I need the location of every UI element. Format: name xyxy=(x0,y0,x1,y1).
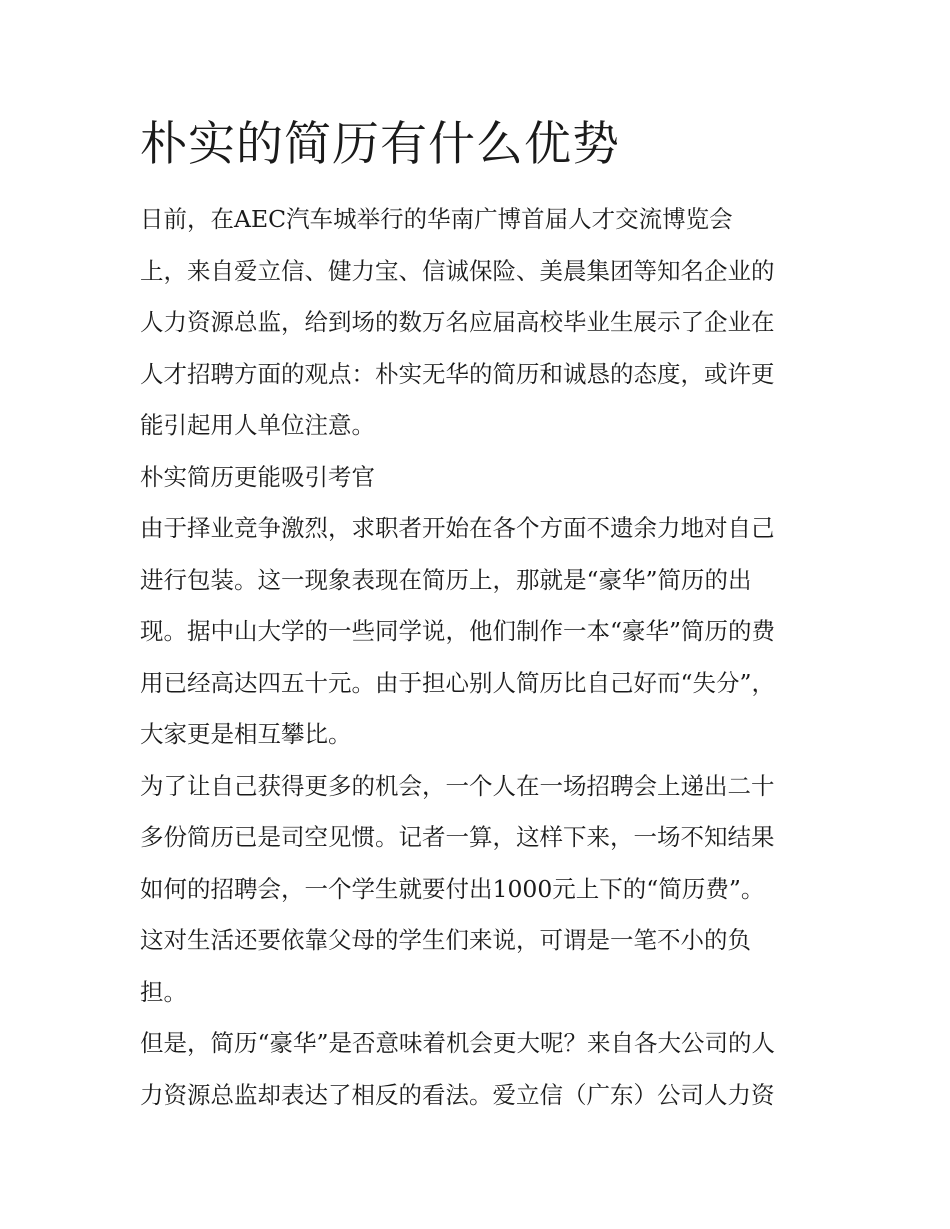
document-page xyxy=(140,112,820,1121)
text-line: 进行包装。这一现象表现在简历上，那就是“豪华”简历的出 xyxy=(140,565,752,594)
document-title: 朴实的简历有什么优势 xyxy=(140,117,620,172)
paragraph-cost xyxy=(140,761,820,1019)
text-line: 朴实简历更能吸引考官 xyxy=(140,462,375,491)
text-line: 担。 xyxy=(140,977,187,1006)
text-line: 这对生活还要依靠父母的学生们来说，可谓是一笔不小的负 xyxy=(140,926,751,954)
text-line: 人才招聘方面的观点：朴实无华的简历和诚恳的态度，或许更 xyxy=(140,359,775,388)
text-line: 现。据中山大学的一些同学说，他们制作一本“豪华”简历的费 xyxy=(140,617,776,645)
text-line: 多份简历已是司空见惯。记者一算，这样下来，一场不知结果 xyxy=(140,823,775,851)
text-line: 如何的招聘会，一个学生就要付出1000元上下的“简历费”。 xyxy=(140,874,765,903)
text-line: 能引起用人单位注意。 xyxy=(140,411,375,439)
text-line: 人力资源总监，给到场的数万名应届高校毕业生展示了企业在 xyxy=(140,308,775,336)
paragraph-contrary-view xyxy=(140,1018,820,1121)
text-line: 日前，在AEC汽车城举行的华南广博首届人才交流博览会 xyxy=(140,205,733,233)
text-line: 上，来自爱立信、健力宝、信诚保险、美晨集团等知名企业的 xyxy=(140,256,775,285)
text-line: 力资源总监却表达了相反的看法。爱立信（广东）公司人力资 xyxy=(140,1080,775,1109)
paragraph-intro xyxy=(140,194,820,452)
section-heading xyxy=(140,452,820,504)
text-line: 大家更是相互攀比。 xyxy=(140,720,352,748)
text-line: 但是，简历“豪华”是否意味着机会更大呢？来自各大公司的人 xyxy=(140,1029,776,1057)
paragraph-packaging xyxy=(140,503,820,761)
text-line: 为了让自己获得更多的机会，一个人在一场招聘会上递出二十 xyxy=(140,771,775,800)
text-line: 由于择业竞争激烈，求职者开始在各个方面不遗余力地对自己 xyxy=(140,514,775,542)
text-line: 用已经高达四五十元。由于担心别人简历比自己好而“失分”， xyxy=(140,668,776,697)
